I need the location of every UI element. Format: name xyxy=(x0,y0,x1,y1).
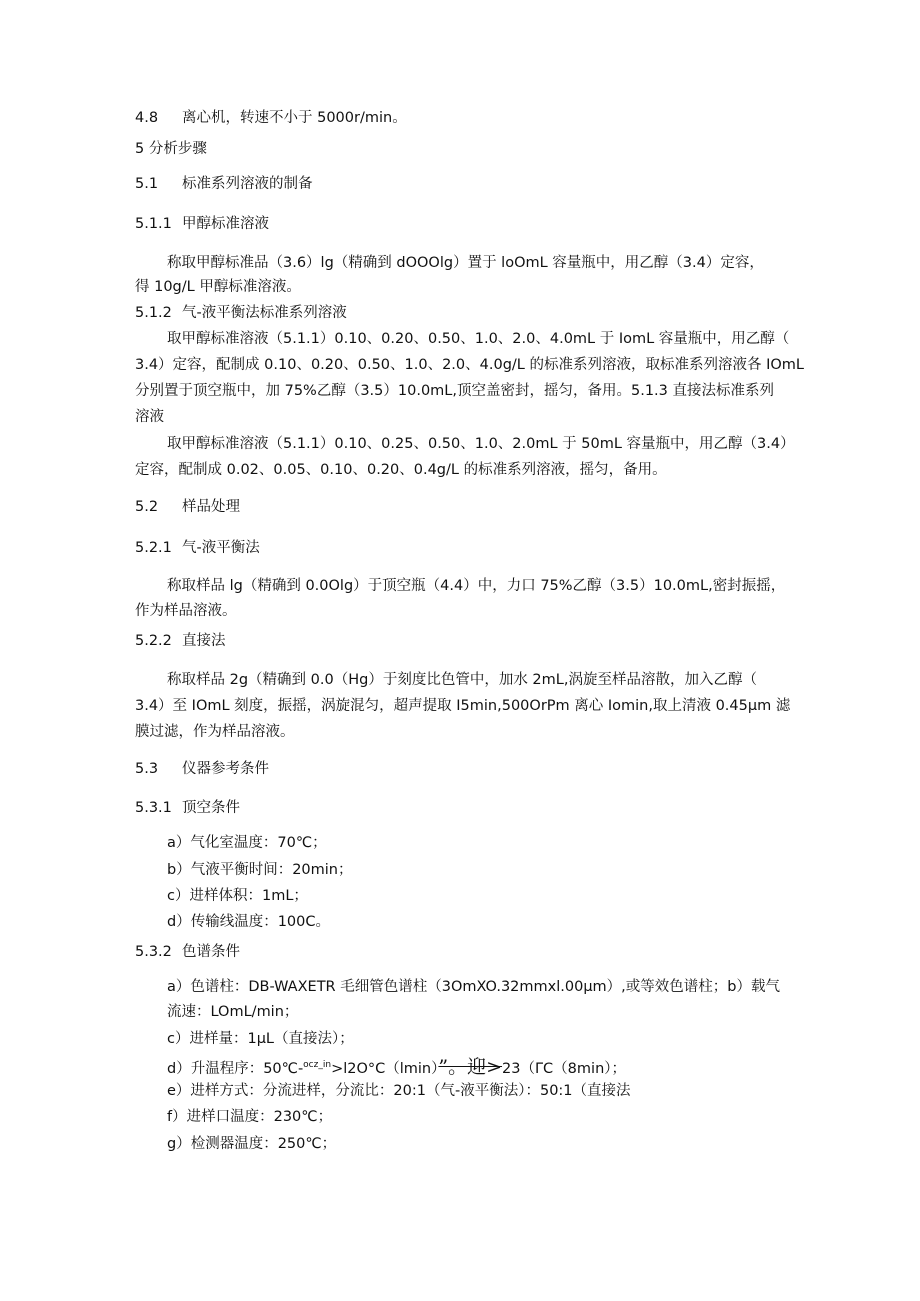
paragraph-line: 得 10g/L 甲醇标准溶液。 xyxy=(135,279,301,295)
section-5-1: 5.1 标准系列溶液的制备 xyxy=(135,176,313,192)
paragraph-line: 定容，配制成 0.02、0.05、0.10、0.20、0.4g/L 的标准系列溶液，摇匀，备用。 xyxy=(135,462,667,478)
list-item-temperature-program: d）升温程序：50℃-$^{ocz\_in}$>l2O°C（lmin）”。迎>23（ΓC（8min）； xyxy=(167,1055,627,1078)
section-5-1-1: 5.1.1 甲醇标准溶液 xyxy=(135,216,269,232)
paragraph-line: 分别置于顶空瓶中，加 75%乙醇（3.5）10.0mL,顶空盖密封，摇匀，备用。5.1.3 直接法标准系列 xyxy=(135,383,774,399)
list-item: b）气液平衡时间：20min； xyxy=(167,862,353,878)
list-item: f）进样口温度：230℃； xyxy=(167,1109,333,1125)
list-item: a）气化室温度：70℃； xyxy=(167,835,327,851)
list-item: a）色谱柱：DB-WAXETR 毛细管色谱柱（3OmXO.32mmxl.00μm）,或等效色谱柱；b）载气 xyxy=(167,979,780,995)
list-item: e）进样方式：分流进样，分流比：20:1（气-液平衡法）：50:1（直接法 xyxy=(167,1083,631,1099)
paragraph-line: 取甲醇标准溶液（5.1.1）0.10、0.20、0.50、1.0、2.0、4.0mL 于 IomL 容量瓶中，用乙醇（ xyxy=(167,331,790,347)
paragraph-line: 作为样品溶液。 xyxy=(135,603,237,619)
list-item: c）进样体积：1mL； xyxy=(167,888,308,904)
list-item: d）传输线温度：100C。 xyxy=(167,914,331,930)
section-4-8: 4.8 离心机，转速不小于 5000r/min。 xyxy=(135,110,407,126)
section-5-2-1: 5.2.1 气-液平衡法 xyxy=(135,540,260,556)
section-5-2: 5.2 样品处理 xyxy=(135,499,240,515)
paragraph-line: 称取样品 2g（精确到 0.0（Hg）于刻度比色管中，加水 2mL,涡旋至样品溶散，加入乙醇（ xyxy=(167,672,757,688)
paragraph-line: 3.4）定容，配制成 0.10、0.20、0.50、1.0、2.0、4.0g/L 的标准系列溶液，取标准系列溶液各 IOmL xyxy=(135,357,804,373)
list-item: 流速：LOmL/min； xyxy=(167,1004,299,1020)
list-item: g）检测器温度：250℃； xyxy=(167,1136,337,1152)
section-5-3: 5.3 仪器参考条件 xyxy=(135,761,269,777)
section-5-3-2: 5.3.2 色谱条件 xyxy=(135,944,240,960)
section-5-1-2: 5.1.2 气-液平衡法标准系列溶液 xyxy=(135,305,347,321)
paragraph-line: 3.4）至 IOmL 刻度，振摇，涡旋混匀，超声提取 I5min,500OrPm 离心 Iomin,取上清液 0.45μm 滤 xyxy=(135,698,791,714)
paragraph-line: 取甲醇标准溶液（5.1.1）0.10、0.25、0.50、1.0、2.0mL 于 50mL 容量瓶中，用乙醇（3.4） xyxy=(167,436,795,452)
paragraph-line: 称取甲醇标准品（3.6）lg（精确到 dOOOlg）置于 loOmL 容量瓶中，用乙醇（3.4）定容， xyxy=(167,255,764,271)
list-item: c）进样量：1μL（直接法）； xyxy=(167,1031,354,1047)
paragraph-line: 称取样品 lg（精确到 0.0Olg）于顶空瓶（4.4）中，力口 75%乙醇（3.5）10.0mL,密封振摇， xyxy=(167,578,786,594)
section-5-heading: 5 分析步骤 xyxy=(135,141,207,157)
paragraph-line: 溶液 xyxy=(135,409,164,425)
paragraph-line: 膜过滤，作为样品溶液。 xyxy=(135,724,295,740)
section-5-3-1: 5.3.1 顶空条件 xyxy=(135,800,240,816)
section-5-2-2: 5.2.2 直接法 xyxy=(135,633,226,649)
